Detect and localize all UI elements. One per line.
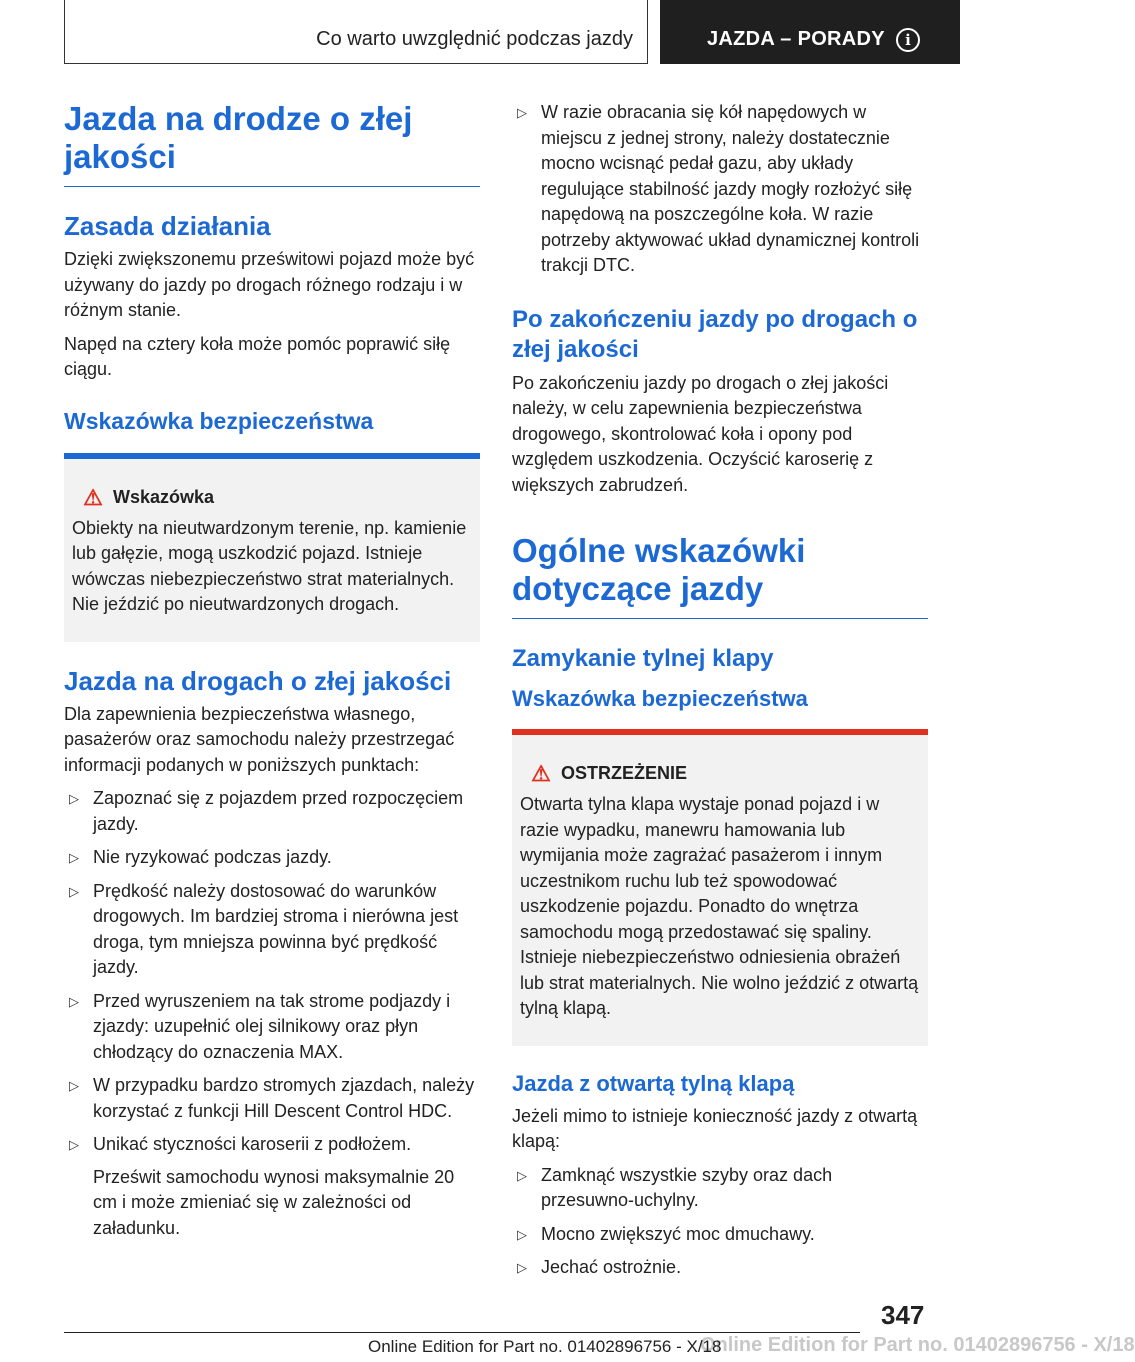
open-tailgate-bullet-list [512, 1163, 928, 1281]
dtc-bullet-list [512, 100, 928, 279]
heading-safety-right: Wskazówka bezpieczeństwa [512, 686, 808, 711]
header-section: JAZDA – PORADY [707, 28, 885, 50]
list-item: ▷ Zamknąć wszystkie szyby oraz dach przesuwno-uchylny. [517, 1164, 833, 1210]
heading-rule [64, 186, 480, 187]
heading-open-tailgate: Jazda z otwartą tylną klapą [512, 1070, 795, 1096]
list-item: ▷ Prędkość należy dostosować do warunków drogowych. Im bardziej stroma i nierówna jest droga, tym mniejsza powinna być prędkość jazdy. [69, 880, 459, 977]
bullet-triangle-icon: ▷ [69, 883, 79, 899]
notice-text: Obiekty na nieutwardzonym terenie, np. kamienie lub gałęzie, mogą uszkodzić pojazd. Istnieje wówczas niebezpieczeństwo strat materialnych. Nie jeździć po nieutwardzonych drogach. [72, 517, 467, 614]
roads-intro: Dla zapewnienia bezpieczeństwa własnego, pasażerów oraz samochodu należy przestrzegać informacji podanych w poniższych punktach: [64, 703, 455, 775]
header-chapter: Co warto uwzględnić podczas jazdy [316, 28, 633, 50]
notice-title: Wskazówka [113, 486, 215, 507]
heading-tailgate: Zamykanie tylnej klapy [512, 645, 774, 672]
watermark: Online Edition for Part no. 01402896756 - X/18 [700, 1334, 1135, 1356]
after-driving-text: Po zakończeniu jazdy po drogach o złej jakości należy, w celu zapewnienia bezpieczeństwa drogowego, skontrolować koła i opony pod względem uszkodzenia. Oczyścić karoserię z większych zabrudzeń. [512, 372, 889, 495]
header-chapter-box [64, 0, 648, 64]
warning-triangle-icon: ⚠ [83, 484, 103, 510]
bullet-sub-paragraph: Prześwit samochodu wynosi maksymalnie 20 cm i może zmieniać się w zależności od załadunku. [93, 1166, 455, 1238]
heading-general-tips: Ogólne wskazówki dotyczące jazdy [512, 532, 806, 607]
list-item: ▷ W przypadku bardzo stromych zjazdach, należy korzystać z funkcji Hill Descent Control HDC. [69, 1075, 475, 1121]
warning-box [512, 729, 928, 1046]
heading-rule [512, 618, 928, 619]
right-column [512, 100, 928, 1281]
list-item: ▷ W razie obracania się kół napędowych w miejscu z jednej strony, należy dostatecznie mocno wcisnąć pedał gazu, aby układy regulujące stabilność jazdy mogły rozłożyć siłę napędową na poszczególne koła. W razie potrzeby aktywować układ dynamicznej kontroli trakcji DTC. [517, 102, 920, 275]
warning-title: OSTRZEŻENIE [561, 763, 688, 783]
list-item: ▷ Zapoznać się z pojazdem przed rozpoczęciem jazdy. [69, 788, 464, 834]
bullet-triangle-icon: ▷ [517, 105, 527, 120]
info-icon: i [896, 28, 920, 52]
bullet-triangle-icon: ▷ [517, 1167, 527, 1183]
open-tailgate-intro: Jeżeli mimo to istnieje konieczność jazdy z otwartą klapą: [512, 1105, 918, 1151]
heading-bad-roads-driving: Jazda na drogach o złej jakości [64, 665, 452, 696]
bullet-triangle-icon: ▷ [517, 1260, 527, 1275]
list-item: ▷ Jechać ostrożnie. [512, 1255, 928, 1281]
bullet-triangle-icon: ▷ [69, 993, 79, 1009]
warning-title-row [527, 761, 920, 786]
list-item: ▷ Przed wyruszeniem na tak strome podjazdy i zjazdy: uzupełnić olej silnikowy oraz płyn chłodzący do oznaczenia MAX. [69, 990, 451, 1062]
list-item: ▷ Unikać styczności karoserii z podłożem. [64, 1132, 480, 1158]
heading-bad-road: Jazda na drodze o złej jakości [64, 100, 413, 175]
bullet-triangle-icon: ▷ [69, 791, 79, 806]
footer-edition: Online Edition for Part no. 01402896756 - X/18 [368, 1337, 722, 1356]
bullet-triangle-icon: ▷ [69, 850, 79, 865]
safety-notice-box [64, 453, 480, 642]
list-item: ▷ Mocno zwiększyć moc dmuchawy. [512, 1222, 928, 1248]
principle-paragraph-2: Napęd na cztery koła może pomóc poprawić siłę ciągu. [64, 333, 451, 379]
bullet-triangle-icon: ▷ [69, 1078, 79, 1093]
roads-bullet-list [64, 786, 480, 1158]
heading-after-driving: Po zakończeniu jazdy po drogach o złej jakości [512, 305, 918, 363]
heading-safety: Wskazówka bezpieczeństwa [64, 407, 374, 434]
bullet-triangle-icon: ▷ [69, 1137, 79, 1152]
heading-principle: Zasada działania [64, 211, 271, 241]
warning-triangle-icon: ⚠ [531, 761, 551, 786]
warning-text: Otwarta tylna klapa wystaje ponad pojazd i w razie wypadku, manewru hamowania lub wymijania może zagrażać pasażerom i innym uczestnikom ruchu lub też spowodować uszkodzenie pojazdu. Ponadto do wnętrza samochodu mogą przedostawać się spaliny. Istnieje niebezpieczeństwo odniesienia obrażeń lub strat materialnych. Nie wolno jeździć z otwartą tylną klapą. [520, 794, 919, 1018]
notice-title-row [79, 485, 472, 510]
footer-rule [64, 1332, 860, 1333]
header-section-box [660, 0, 960, 64]
bullet-triangle-icon: ▷ [517, 1226, 527, 1242]
page-number: 347 [881, 1300, 925, 1330]
left-column [64, 100, 480, 1241]
list-item: ▷ Nie ryzykować podczas jazdy. [64, 845, 480, 871]
principle-paragraph-1: Dzięki zwiększonemu prześwitowi pojazd może być używany do jazdy po drogach różnego rodzaju i w różnym stanie. [64, 249, 475, 320]
